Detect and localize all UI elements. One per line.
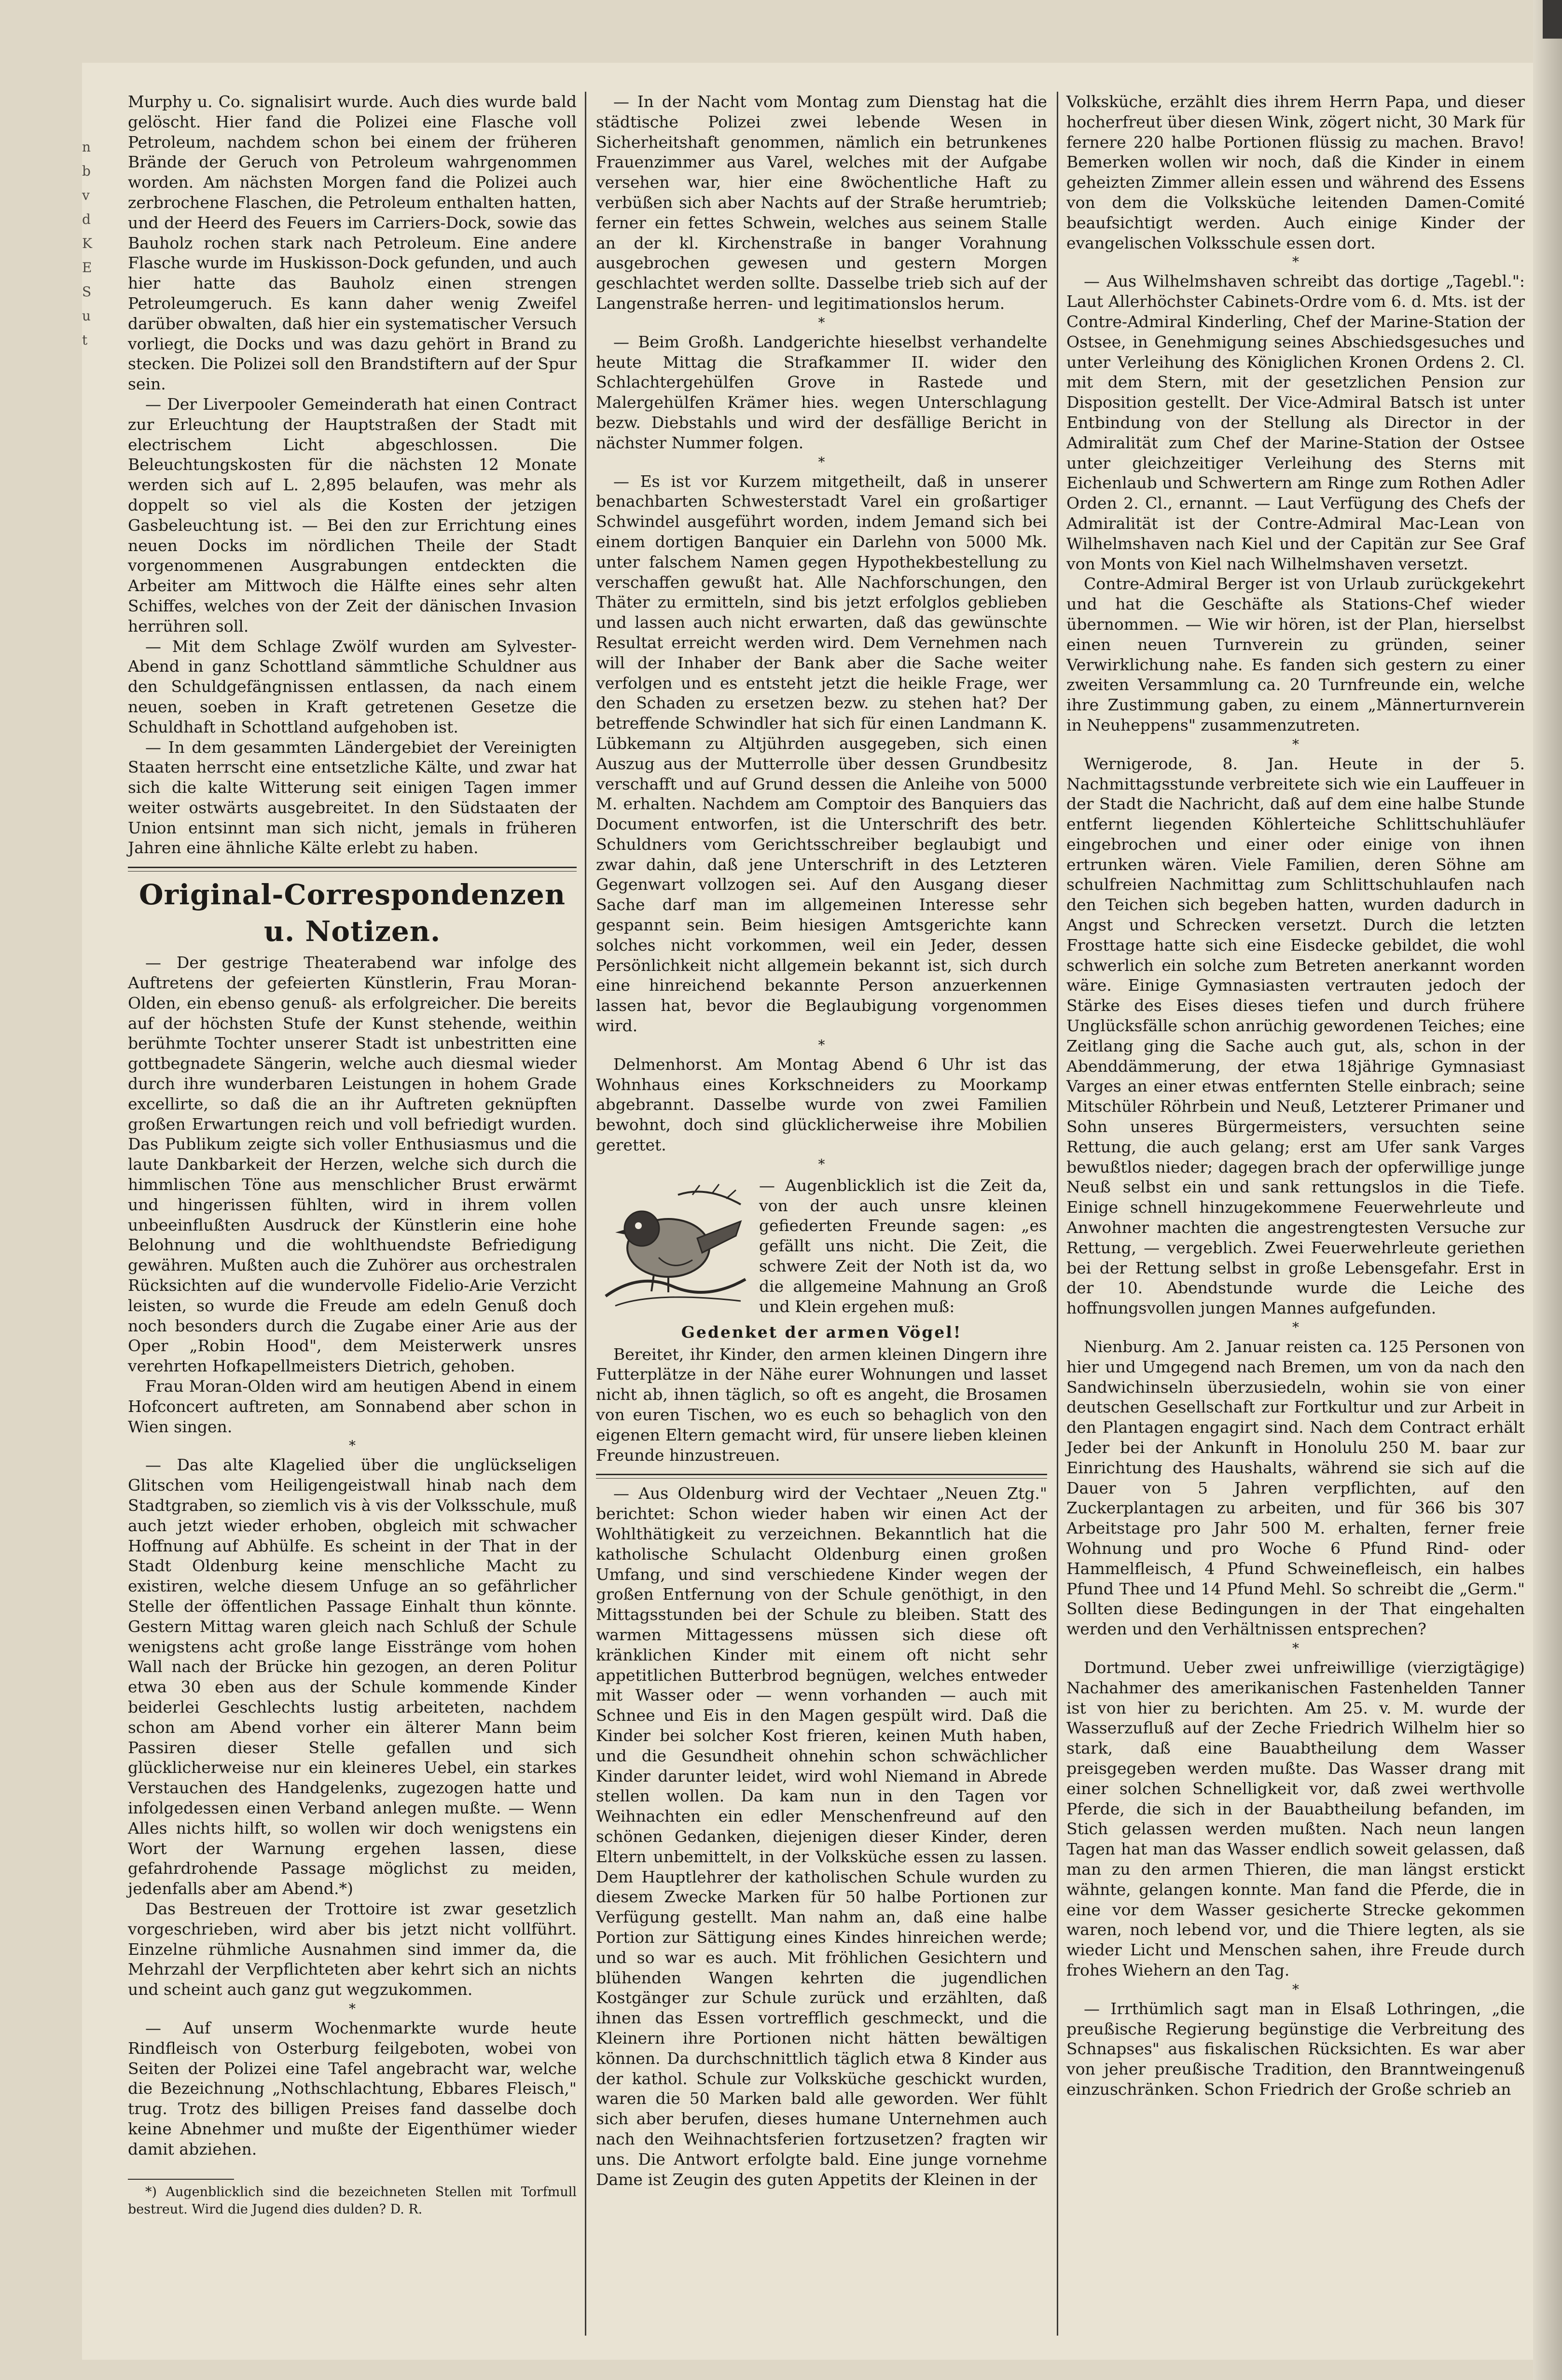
separator-asterisk: * xyxy=(349,1438,356,1454)
article-text: — Das alte Klagelied über die unglückseligen Glitschen vom Heiligengeistwall hinab nach dem Stadtgraben, so ziemlich vis à vis der Volksschule, muß auch jetzt wieder erhoben, obgleich mit schwacher Hoffnung auf Abhülfe. Es scheint in der That in der Stadt Oldenburg keine menschliche Macht zu existiren, welche diesem Unfuge an so gefährlicher Stelle der öffentlichen Passage Einhalt thun könnte. Gestern Mittag waren gleich nach Schluß der Schule wenigstens acht große lange Eisstränge vom hohen Wall nach der Brücke hin gezogen, an deren Politur etwa 30 eben aus der Schule kommende Kinder beiderlei Geschlechts lustig arbeiteten, nachdem schon am Abend vorher ein älterer Mann beim Passiren dieser Stelle gefallen und sich glücklicherweise nur ein kleineres Uebel, ein starkes Verstauchen des Handgelenks, zugezogen hatte und infolgedessen einen Verband anlegen mußte. — Wenn Alles nichts hilft, so wollen wir doch wenigstens ein Wort der Warnung ergehen lassen, diese gefahrdrohende Passage möglichst zu meiden, jedenfalls aber am Abend.*) xyxy=(128,1455,577,1898)
article-text: Murphy u. Co. signalisirt wurde. Auch dies wurde bald gelöscht. Hier fand die Polizei eine Flasche voll Petroleum, nachdem schon bei einem der früheren Brände der Geruch von Petroleum wahrgenommen worden. Am nächsten Morgen fand die Polizei auch zerbrochene Flaschen, die Petroleum enthalten hatten, und der Heerd des Feuers im Carriers-Dock, sowie das Bauholz rochen stark nach Petroleum. Eine andere Flasche wurde im Huskisson-Dock gefunden, und auch hier hatte das Bauholz einen strengen Petroleumgeruch. Es kann daher wenig Zweifel darüber obwalten, daß hier ein systematischer Versuch vorliegt, die Docks und was dazu gehört in Brand zu stecken. Die Polizei soll den Brandstiftern auf der Spur sein. xyxy=(128,92,577,394)
separator-asterisk: * xyxy=(1292,1640,1299,1656)
article-text: Wernigerode, 8. Jan. Heute in der 5. Nachmittagsstunde verbreitete sich wie ein Lauffeuer in der Stadt die Nachricht, daß auf dem eine halbe Stunde entfernt liegenden Köhlerteiche Schlittschuhläufer eingebrochen und einer oder einige von ihnen ertrunken wären. Viele Familien, deren Söhne am schulfreien Nachmittag zum Schlittschuhlaufen nach den Teichen sich begeben hatten, wurden dadurch in Angst und Schrecken versetzt. Durch die letzten Frosttage hatte sich eine Eisdecke gebildet, die wohl schwerlich ein solche zum Betreten anerkannt worden wäre. Einige Gymnasiasten vertrauten jedoch der Stärke des Eises dieses tiefen und durch frühere Unglücksfälle schon anrüchig gewordenen Teiches; eine Zeitlang ging die Sache auch gut, als, schon in der Abenddämmerung, der etwa 18jährige Gymnasiast Varges an einer etwas entfernten Stelle einbrach; seine Mitschüler Röhrbein und Neuß, Letzterer Primaner und Sohn unseres Bürgermeisters, versuchten seine Rettung, die auch gelang; erst am Ufer sank Varges bewußtlos nieder; dagegen brach der opferwillige junge Neuß selbst ein und sank rettungslos in die Tiefe. Einige schnell hinzugekommene Feuerwehrleute und Anwohner machten die angestrengtesten Versuche zur Rettung, — vergeblich. Zwei Feuerwehrleute geriethen bei der Rettung selbst in große Lebensgefahr. Erst in der 10. Abendstunde wurde die Leiche des hoffnungsvollen jungen Mannes aufgefunden. xyxy=(1066,754,1525,1318)
article-text: — In dem gesammten Ländergebiet der Vereinigten Staaten herrscht eine entsetzliche Kälte, und zwar hat sich die kalte Witterung seit einigen Tagen immer weiter ostwärts ausgebreitet. In den Südstaaten der Union entsinnt man sich nicht, jemals in früheren Jahren eine ähnliche Kälte erlebt zu haben. xyxy=(128,737,577,858)
separator-asterisk: * xyxy=(1292,1981,1299,1997)
article-text: — Beim Großh. Landgerichte hieselbst verhandelte heute Mittag die Strafkammer II. wider den Schlachtergehülfen Grove in Rastede und Malergehülfen Krämer hies. wegen Unterschlagung bezw. Diebstahls und wird der desfällige Bericht in nächster Nummer folgen. xyxy=(596,332,1047,452)
footnote-rule xyxy=(128,2179,234,2180)
separator-asterisk: * xyxy=(818,1156,825,1172)
article-text: Dortmund. Ueber zwei unfreiwillige (vierzigtägige) Nachahmer des amerikanischen Fastenhelden Tanner ist von hier zu berichten. Am 25. v. M. wurde der Wasserzufluß auf der Zeche Friedrich Wilhelm hier so stark, daß eine Bauabtheilung dem Wasser preisgegeben werden mußte. Das Wasser drang mit einer solchen Schnelligkeit vor, daß zwei werthvolle Pferde, die sich in der Bauabtheilung befanden, im Stich gelassen werden mußten. Nach neun langen Tagen hat man das Wasser endlich soweit gelassen, daß man zu den armen Thieren, die man längst erstickt wähnte, gelangen konnte. Man fand die Pferde, die in eine vor dem Wasser gesicherte Strecke gekommen waren, noch lebend vor, und die Thiere legten, als sie wieder Licht und Menschen sahen, ihre Freude durch frohes Wiehern an den Tag. xyxy=(1066,1658,1525,1979)
page-edge xyxy=(1533,0,1562,2380)
article-text: — Auf unserm Wochenmarkte wurde heute Rindfleisch von Osterburg feilgeboten, wobei von Seiten der Polizei eine Tafel angebracht war, welche die Bezeichnung „Nothschlachtung, Ebbares Fleisch," trug. Trotz des billigen Preises fand dasselbe doch keine Abnehmer und mußte der Eigenthümer wieder damit abziehen. xyxy=(128,2018,577,2159)
separator-asterisk: * xyxy=(818,1037,825,1053)
article-text: Delmenhorst. Am Montag Abend 6 Uhr ist das Wohnhaus eines Korkschneiders zu Moorkamp abgebrannt. Dasselbe wurde von zwei Familien bewohnt, doch sind glücklicherweise ihre Mobilien gerettet. xyxy=(596,1054,1047,1155)
article-text: Volksküche, erzählt dies ihrem Herrn Papa, und dieser hocherfreut über diesen Wink, zögert nicht, 30 Mark für fernere 220 halbe Portionen flüssig zu machen. Bravo! Bemerken wollen wir noch, daß die Kinder in einem geheizten Zimmer allein essen und während des Essens von dem die Volksküche leitenden Damen-Comité beaufsichtigt werden. Auch einige Kinder der evangelischen Volksschule essen dort. xyxy=(1066,92,1525,252)
article-text: Contre-Admiral Berger ist von Urlaub zurückgekehrt und hat die Geschäfte als Stations-Chef wieder übernommen. — Wie wir hören, ist der Plan, hierselbst einen neuen Turnverein zu gründen, seiner Verwirklichung nahe. Es fanden sich gestern zu einer zweiten Versammlung ca. 20 Turnfreunde ein, welche ihre Zustimmung gaben, zu einem „Männerturnverein in Neuheppens" zusammenzutreten. xyxy=(1066,574,1525,734)
separator-asterisk: * xyxy=(1292,736,1299,752)
bird-notice-title: Gedenket der armen Vögel! xyxy=(681,1322,962,1342)
article-text: Das Bestreuen der Trottoire ist zwar gesetzlich vorgeschrieben, wird aber bis jetzt nicht vollführt. Einzelne rühmliche Ausnahmen sind immer da, die Mehrzahl der Verpflichteten aber kehrt sich an nichts und scheint auch ganz gut wegzukommen. xyxy=(128,1899,577,1999)
article-text: — In der Nacht vom Montag zum Dienstag hat die städtische Polizei zwei lebende Wesen in Sicherheitshaft genommen, nämlich ein betrunkenes Frauenzimmer aus Varel, welches mit der Aufgabe versehen war, hier eine 8wöchentliche Haft zu verbüßen sich aber Nachts auf der Straße herumtrieb; ferner ein fettes Schwein, welches aus seinem Stalle an der kl. Kirchenstraße in banger Vorahnung ausgebrochen gewesen und gestern Morgen geschlachtet werden sollte. Dasselbe trieb sich auf der Langenstraße herren- und legitimationslos herum. xyxy=(596,92,1047,313)
column-rule xyxy=(1057,92,1058,2336)
article-text: — Aus Oldenburg wird der Vechtaer „Neuen Ztg." berichtet: Schon wieder haben wir einen Act der Wohlthätigkeit zu verzeichnen. Bekanntlich hat die katholische Schulacht Oldenburg einen großen Umfang, und sind verschiedene Kinder wegen der großen Entfernung von der Schule genöthigt, in den Mittagsstunden bei der Schule zu bleiben. Statt des warmen Mittagessens müssen sich diese oft kränklichen Kinder mit einem oft nicht sehr appetitlichen Butterbrod begnügen, welches entweder mit Wasser oder — wenn vorhanden — auch mit Schnee und Eis in den Magen gespült wird. Daß die Kinder bei solcher Kost frieren, keinen Muth haben, und die Gesundheit ohnehin schon schwächlicher Kinder darunter leidet, wird wohl Niemand in Abrede stellen wollen. Da kam nun in den Tagen vor Weihnachten ein edler Menschenfreund auf den schönen Gedanken, diejenigen dieser Kinder, deren Eltern unbemittelt, in der Volksküche essen zu lassen. Dem Hauptlehrer der katholischen Schule wurden zu diesem Zwecke Marken für 50 halbe Portionen zur Verfügung gestellt. Man nahm an, daß eine halbe Portion zur Sättigung eines Kindes hinreichen werde; und so war es auch. Mit fröhlichen Gesichtern und blühenden Wangen kehrten die jugendlichen Kostgänger zur Schule zurück und erzählten, daß ihnen das Essen vortrefflich geschmeckt, und die Kleinern ihre Portionen nicht hätten bewältigen können. Da durchschnittlich täglich etwa 8 Kinder aus der kathol. Schule zur Volksküche geschickt wurden, waren die 50 Marken bald alle geworden. Wer fühlt sich aber berufen, dieses humane Unternehmen auch nach den Weihnachtsferien fortzusetzen? fragten wir uns. Die Antwort erfolgte bald. Eine junge vornehme Dame ist Zeugin des guten Appetits der Kleinen in der xyxy=(596,1484,1047,2189)
separator-asterisk: * xyxy=(818,314,825,331)
separator-asterisk: * xyxy=(1292,1319,1299,1336)
article-text: — Der Liverpooler Gemeinderath hat einen Contract zur Erleuchtung der Hauptstraßen der Stadt mit electrischem Licht abgeschlossen. Die Beleuchtungskosten für die nächsten 12 Monate werden sich auf L. 2,895 belaufen, was mehr als doppelt so viel als die Kosten der jetzigen Gasbeleuchtung ist. — Bei den zur Errichtung eines neuen Docks im nördlichen Theile der Stadt vorgenommenen Ausgrabungen entdeckten die Arbeiter am Mittwoch die Hälfte eines sehr alten Schiffes, welches von der Zeit der dänischen Invasion herrühren soll. xyxy=(128,394,577,636)
separator-asterisk: * xyxy=(818,454,825,470)
article-text: — Es ist vor Kurzem mitgetheilt, daß in unserer benachbarten Schwesterstadt Varel ein großartiger Schwindel ausgeführt worden, indem Jemand sich bei einem dortigen Banquier ein Darlehn von 5000 Mk. unter falschem Namen gegen Hypothekbestellung zu verschaffen gewußt hat. Alle Nachforschungen, den Thäter zu ermitteln, sind bis jetzt erfolglos geblieben und lassen auch nicht erwarten, daß das gewünschte Resultat erreicht werden wird. Dem Vernehmen nach will der Inhaber der Bank aber die Sache weiter verfolgen und es entsteht jetzt die heikle Frage, wer den Schaden zu ersetzen bezw. zu stehen hat? Der betreffende Schwindler hat sich für einen Landmann K. Lübkemann zu Altjührden ausgegeben, sich einen Auszug aus der Mutterrolle über dessen Grundbesitz verschafft und auf Grund dessen die Anleihe von 5000 M. erhalten. Nachdem am Comptoir des Banquiers das Document entworfen, ist die Unterschrift des betr. Schuldners vom Gerichtsschreiber beglaubigt und zwar dahin, daß jene Unterschrift in des Letzteren Gegenwart vollzogen sei. Auf den Ausgang dieser Sache darf man im allgemeinen Interesse sehr gespannt sein. Beim hiesigen Amtsgerichte kann solches nicht vorkommen, weil ein Jeder, dessen Persönlichkeit nicht allgemein bekannt ist, sich durch eine hinreichend bekannte Person anzuerkennen lassen hat, bevor die Beglaubigung vorgenommen wird. xyxy=(596,471,1047,1036)
article-text: Frau Moran-Olden wird am heutigen Abend in einem Hofconcert auftreten, am Sonnabend aber schon in Wien singen. xyxy=(128,1377,577,1436)
column-rule xyxy=(585,92,586,2336)
newspaper-page xyxy=(82,63,1544,2360)
article-text: Nienburg. Am 2. Januar reisten ca. 125 Personen von hier und Umgegend nach Bremen, um von da nach den Sandwichinseln überzusiedeln, wohin sie von einer deutschen Gesellschaft zur Fortkultur und zur Arbeit in den Plantagen engagirt sind. Nach dem Contract erhält Jeder bei der Ankunft in Honolulu 250 M. baar zur Einrichtung des Haushalts, während sie sich auf die Dauer von 5 Jahren verpflichten, auf den Zuckerplantagen zu arbeiten, und für 366 bis 307 Arbeitstage pro Jahr 500 M. erhalten, ferner freie Wohnung und pro Woche 6 Pfund Rind- oder Hammelfleisch, 4 Pfund Schweinefleisch, ein halbes Pfund Thee und 14 Pfund Mehl. So schreibt die „Germ." Sollten diese Bedingungen in der That eingehalten werden und den Verhältnissen entsprechen? xyxy=(1066,1337,1525,1639)
column-middle xyxy=(596,92,1047,2189)
column-left xyxy=(128,92,577,2218)
separator-asterisk: * xyxy=(1292,254,1299,270)
article-text: — Mit dem Schlage Zwölf wurden am Sylvester-Abend in ganz Schottland sämmtliche Schuldner aus den Schuldgefängnissen entlassen, da nach einem neuen, soeben in Kraft getretenen Gesetze die Schuldhaft in Schottland aufgehoben ist. xyxy=(128,637,577,736)
article-text: — Der gestrige Theaterabend war infolge des Auftretens der gefeierten Künstlerin, Frau Moran-Olden, ein ebenso genuß- als erfolgreicher. Die bereits auf der höchsten Stufe der Kunst stehende, weithin berühmte Tochter unserer Stadt ist unbestritten eine gottbegnadete Sängerin, welche auch diesmal wieder durch ihre wunderbaren Leistungen in hohem Grade excellirte, so daß die an ihr Auftreten geknüpften großen Erwartungen reich und voll befriedigt wurden. Das Publikum zeigte sich voller Enthusiasmus und die laute Dankbarkeit der Herzen, welche sich durch die himmlischen Töne aus menschlicher Brust erwärmt und hingerissen fühlten, wird in ihrem vollen unbeeinflußten Ausdruck der Künstlerin eine hohe Belohnung und die wohlthuendste Befriedigung gewähren. Mußten auch die Zuhörer aus orchestralen Rücksichten auf die wundervolle Fidelio-Arie Verzicht leisten, so wurde die Freude am edeln Genuß doch noch besonders durch die Zugabe einer Arie aus der Oper „Robin Hood", dem Meisterwerk unsres verehrten Hofkapellmeisters Dietrich, gehoben. xyxy=(128,953,577,1376)
column-right xyxy=(1066,92,1525,2100)
bird-notice xyxy=(596,1176,1047,1320)
article-text: Bereitet, ihr Kinder, den armen kleinen Dingern ihre Futterplätze in der Nähe eurer Wohnungen und lasset nicht ab, ihnen täglich, so oft es angeht, die Brosamen von euren Tischen, wo es euch so behaglich von den eigenen Eltern gemacht wird, für unsere lieben kleinen Freunde hinzustreuen. xyxy=(596,1344,1047,1465)
article-text: — Irrthümlich sagt man in Elsaß Lothringen, „die preußische Regierung begünstige die Verbreitung des Schnapses" aus fiskalischen Rücksichten. Es war aber von jeher preußische Tradition, den Branntweingenuß einzuschränken. Schon Friedrich der Große schrieb an xyxy=(1066,1999,1525,2099)
bird-notice-text: — Augenblicklich ist die Zeit da, von der auch unsre kleinen gefiederten Freunde sagen: „es gefällt uns nicht. Die Zeit, die schwere Zeit der Noth ist da, wo die allgemeine Mahnung an Groß und Klein ergehen muß: xyxy=(759,1176,1047,1316)
bird-illustration xyxy=(596,1176,750,1320)
section-heading: Original-Correspondenzen u. Notizen. xyxy=(138,878,566,948)
section-divider xyxy=(128,867,577,872)
footnote: *) Augenblicklich sind die bezeichneten Stellen mit Torfmull bestreut. Wird die Jugend dies dulden? D. R. xyxy=(128,2184,577,2217)
left-margin-fragments: n b v d K E S u t xyxy=(82,139,92,348)
article-text: — Aus Wilhelmshaven schreibt das dortige „Tagebl.": Laut Allerhöchster Cabinets-Ordre vom 6. d. Mts. ist der Contre-Admiral Kinderling, Chef der Marine-Station der Ostsee, in Genehmigung seines Abschiedsgesuches und unter Verleihung des Königlichen Kronen Ordens 2. Cl. mit dem Stern, mit der gesetzlichen Pension zur Disposition gestellt. Der Vice-Admiral Batsch ist unter Entbindung von der Stellung als Director in der Admiralität zum Chef der Marine-Station der Ostsee unter gleichzeitiger Verleihung des Sterns mit Eichenlaub und Schwertern am Ringe zum Rothen Adler Orden 2. Cl., ernannt. — Laut Verfügung des Chefs der Admiralität ist der Contre-Admiral Mac-Lean von Wilhelmshaven nach Kiel und der Capitän zur See Graf von Monts von Kiel nach Wilhelmshaven versetzt. xyxy=(1066,272,1525,573)
separator-asterisk: * xyxy=(349,2000,356,2017)
section-divider xyxy=(596,1474,1047,1479)
